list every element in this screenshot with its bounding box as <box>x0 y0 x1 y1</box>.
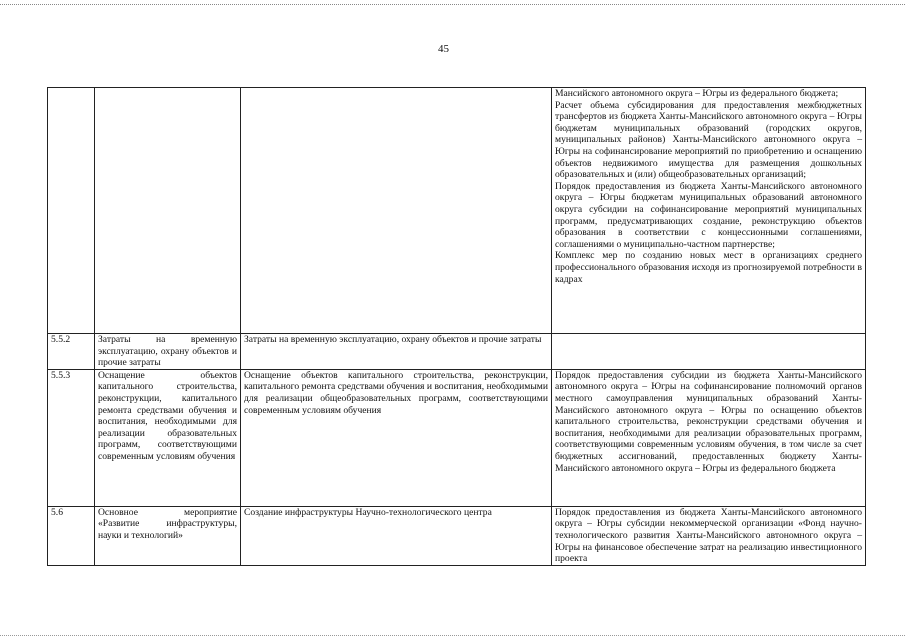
scan-top-edge <box>0 4 905 5</box>
measure-content <box>241 88 552 334</box>
table-row <box>48 369 866 506</box>
normative-docs <box>552 88 866 334</box>
row-number: 5.6 <box>48 506 95 565</box>
row-number <box>48 88 95 334</box>
page-number: 45 <box>438 43 449 55</box>
scan-bottom-edge <box>0 635 905 636</box>
measure-name: Затраты на временную эксплуатацию, охрану объектов и прочие затраты <box>95 334 241 370</box>
measure-name: Основное мероприятие «Развитие инфраструктуры, науки и технологий» <box>95 506 241 565</box>
measure-content: Затраты на временную эксплуатацию, охрану объектов и прочие затраты <box>241 334 552 370</box>
table-row <box>48 334 866 370</box>
table-row <box>48 506 866 565</box>
doc-paragraph: Порядок предоставления субсидии из бюджета Ханты-Мансийского автономного округа – Югры на софинансирование полномочий органов местного самоуправления муниципальных образований Ханты-Мансийского автономного округа – Югры по оснащению объектов капитального строительства, реконструкции средствами обучения и воспитания, необходимыми для реализации образовательных программ, соответствующими современным условиям обучения, в том числе за счет бюджетных ассигнований, предоставленных бюджету Ханты-Мансийского автономного округа – Югры из федерального бюджета <box>555 369 862 474</box>
normative-docs <box>552 369 866 506</box>
measure-name: Оснащение объектов капитального строительства, реконструкции, капитального ремонта средствами обучения и воспитания, необходимыми для реализации образовательных программ, соответствующими современным условиям обучения <box>95 369 241 506</box>
normative-docs <box>552 334 866 370</box>
row-number: 5.5.2 <box>48 334 95 370</box>
measure-content: Оснащение объектов капитального строительства, реконструкции, капитального ремонта средствами обучения и воспитания, необходимыми для реализации общеобразовательных программ, соответствующими современным условиям обучения <box>241 369 552 506</box>
doc-paragraph: Расчет объема субсидирования для предоставления межбюджетных трансфертов из бюджета Ханты-Мансийского автономного округа – Югры бюджетам муниципальных образований (городских округов, муниципальных районов) Ханты-Мансийского автономного округа – Югры на софинансирование мероприятий по приобретению и оснащению объектов недвижимого имущества для размещения дошкольных образовательных и (или) общеобразовательных организаций; <box>555 99 862 181</box>
normative-docs <box>552 506 866 565</box>
table-row <box>48 88 866 334</box>
row-number: 5.5.3 <box>48 369 95 506</box>
measures-table <box>47 87 866 566</box>
measure-name <box>95 88 241 334</box>
doc-paragraph: Комплекс мер по созданию новых мест в организациях среднего профессионального образования исходя из прогнозируемой потребности в кадрах <box>555 250 862 285</box>
doc-paragraph: Порядок предоставления из бюджета Ханты-Мансийского автономного округа – Югры субсидии некоммерческой организации «Фонд научно-технологического развития Ханты-Мансийского автономного округа – Югры на финансовое обеспечение затрат на реализацию инвестиционного проекта <box>555 506 862 565</box>
doc-paragraph: Порядок предоставления из бюджета Ханты-Мансийского автономного округа – Югры бюджетам муниципальных образований автономного округа субсидии на софинансирование мероприятий муниципальных программ, предусматривающих создание, реконструкцию объектов образования в соответствии с концессионными соглашениями, соглашениями о муниципально-частном партнерстве; <box>555 180 862 250</box>
measure-content: Создание инфраструктуры Научно-технологического центра <box>241 506 552 565</box>
doc-paragraph: Мансийского автономного округа – Югры из федерального бюджета; <box>555 88 839 99</box>
